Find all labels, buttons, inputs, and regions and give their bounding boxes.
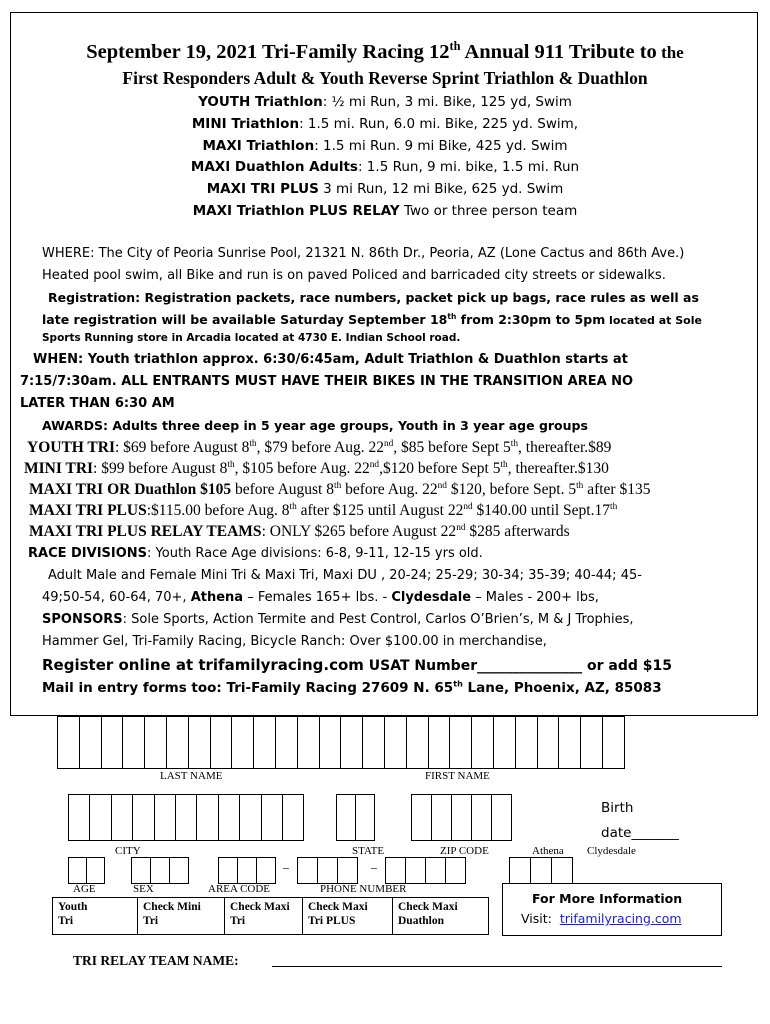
entry-cell[interactable] — [449, 716, 472, 769]
event-line: MAXI Duathlon Adults: 1.5 Run, 9 mi. bike, 1.5 mi. Run — [190, 159, 580, 175]
price-maxi: MAXI TRI OR Duathlon $105 before August 8th before Aug. 22nd $120, before Sept. 5th after $135 — [29, 480, 651, 498]
entry-cell[interactable] — [210, 716, 233, 769]
price-relay: MAXI TRI PLUS RELAY TEAMS: ONLY $265 before August 22nd $285 afterwards — [29, 522, 570, 540]
athena-clydesdale-grid[interactable] — [509, 857, 573, 884]
awards-line: AWARDS: Adults three deep in 5 year age groups, Youth in 3 year age groups — [42, 418, 588, 433]
entry-cell[interactable] — [471, 716, 494, 769]
visit-line: Visit: trifamilyracing.com — [521, 911, 682, 926]
event-checkbox[interactable]: Check Maxi Tri PLUS — [302, 897, 393, 935]
event-line: MAXI Triathlon: 1.5 mi Run. 9 mi Bike, 425 yd. Swim — [202, 138, 568, 154]
entry-cell[interactable] — [509, 857, 531, 884]
phone-dash-1: – — [283, 860, 289, 874]
entry-cell[interactable] — [275, 716, 298, 769]
entry-cell[interactable] — [297, 857, 318, 884]
entry-cell[interactable] — [406, 716, 429, 769]
relay-team-label: TRI RELAY TEAM NAME: — [73, 953, 239, 968]
page-subtitle: First Responders Adult & Youth Reverse Sprint Triathlon & Duathlon — [122, 68, 648, 88]
entry-cell[interactable] — [253, 716, 276, 769]
city-grid[interactable] — [68, 794, 304, 841]
entry-cell[interactable] — [537, 716, 560, 769]
entry-cell[interactable] — [385, 857, 406, 884]
entry-cell[interactable] — [150, 857, 170, 884]
entry-cell[interactable] — [218, 857, 238, 884]
entry-cell[interactable] — [261, 794, 283, 841]
entry-cell[interactable] — [558, 716, 581, 769]
entry-cell[interactable] — [340, 716, 363, 769]
entry-cell[interactable] — [319, 716, 342, 769]
birth-label: Birth — [601, 800, 634, 816]
state-label: STATE — [352, 845, 385, 857]
sex-label: SEX — [133, 883, 154, 895]
entry-cell[interactable] — [175, 794, 197, 841]
website-link[interactable]: trifamilyracing.com — [559, 911, 682, 926]
entry-cell[interactable] — [336, 794, 356, 841]
entry-cell[interactable] — [218, 794, 240, 841]
city-label: CITY — [115, 845, 141, 857]
relay-team-name-field[interactable] — [272, 966, 722, 967]
clydesdale-label: Clydesdale — [587, 845, 636, 857]
birth-date-field[interactable]: date_______ — [601, 825, 679, 841]
entry-cell[interactable] — [445, 857, 466, 884]
entry-cell[interactable] — [101, 716, 124, 769]
last-name-label: LAST NAME — [160, 770, 223, 782]
sponsors-line-1: SPONSORS: Sole Sports, Action Termite and Pest Control, Carlos O’Brien’s, M & J Trophies, — [42, 612, 634, 627]
entry-cell[interactable] — [530, 857, 552, 884]
divisions-line-2: Adult Male and Female Mini Tri & Maxi Tri, Maxi DU , 20-24; 25-29; 30-34; 35-39; 40-44; 45- — [48, 568, 642, 583]
registration-line-2: late registration will be available Saturday September 18th from 2:30pm to 5pm located at Sole — [42, 311, 702, 327]
entry-cell[interactable] — [282, 794, 304, 841]
entry-cell[interactable] — [89, 794, 111, 841]
registration-line-1: Registration: Registration packets, race numbers, packet pick up bags, race rules as well as — [48, 290, 699, 305]
phone-dash-2: – — [371, 860, 377, 874]
entry-cell[interactable] — [196, 794, 218, 841]
name-grid[interactable] — [57, 716, 625, 769]
phone-number-label: PHONE NUMBER — [320, 883, 407, 895]
entry-cell[interactable] — [154, 794, 176, 841]
entry-cell[interactable] — [68, 857, 87, 884]
entry-cell[interactable] — [68, 794, 90, 841]
sponsors-line-2: Hammer Gel, Tri-Family Racing, Bicycle Ranch: Over $100.00 in merchandise, — [42, 634, 547, 649]
entry-cell[interactable] — [131, 857, 151, 884]
when-line-2: 7:15/7:30am. ALL ENTRANTS MUST HAVE THEIR BIKES IN THE TRANSITION AREA NO — [20, 374, 634, 389]
price-mini: MINI TRI: $99 before August 8th, $105 before Aug. 22nd,$120 before Sept 5th, thereafter.$130 — [24, 459, 609, 477]
entry-cell[interactable] — [471, 794, 492, 841]
event-checkbox[interactable]: Check Maxi Duathlon — [392, 897, 489, 935]
state-grid[interactable] — [336, 794, 375, 841]
entry-cell[interactable] — [166, 716, 189, 769]
entry-cell[interactable] — [431, 794, 452, 841]
sex-grid[interactable] — [131, 857, 189, 884]
event-checkbox[interactable]: Check Maxi Tri — [224, 897, 303, 935]
event-line: YOUTH Triathlon: ½ mi Run, 3 mi. Bike, 125 yd, Swim — [198, 94, 572, 110]
when-line-3: LATER THAN 6:30 AM — [20, 396, 175, 411]
entry-cell[interactable] — [86, 857, 105, 884]
divisions-line-3: 49;50-54, 60-64, 70+, Athena – Females 165+ lbs. - Clydesdale – Males - 200+ lbs, — [42, 590, 599, 605]
entry-cell[interactable] — [256, 857, 276, 884]
entry-cell[interactable] — [411, 794, 432, 841]
entry-cell[interactable] — [237, 857, 257, 884]
zip-label: ZIP CODE — [440, 845, 489, 857]
entry-cell[interactable] — [188, 716, 211, 769]
entry-cell[interactable] — [144, 716, 167, 769]
entry-cell[interactable] — [428, 716, 451, 769]
more-info-label: For More Information — [532, 891, 683, 906]
phone-prefix-grid[interactable] — [297, 857, 358, 884]
page-title: September 19, 2021 Tri-Family Racing 12th Annual 911 Tribute to the — [86, 39, 684, 63]
entry-cell[interactable] — [551, 857, 573, 884]
event-line: MAXI Triathlon PLUS RELAY Two or three person team — [192, 203, 578, 219]
entry-cell[interactable] — [355, 794, 375, 841]
register-online-line: Register online at trifamilyracing.com USAT Number_______________ or add $15 — [42, 656, 672, 674]
event-checkbox[interactable]: Check Mini Tri — [137, 897, 225, 935]
entry-cell[interactable] — [239, 794, 261, 841]
where-line-2: Heated pool swim, all Bike and run is on paved Policed and barricaded city streets or sidewalks. — [42, 268, 666, 283]
event-checkbox[interactable]: Youth Tri — [52, 897, 138, 935]
entry-cell[interactable] — [122, 716, 145, 769]
entry-cell[interactable] — [425, 857, 446, 884]
registration-line-3: Sports Running store in Arcadia located at 4730 E. Indian School road. — [42, 332, 461, 344]
entry-cell[interactable] — [297, 716, 320, 769]
entry-cell[interactable] — [580, 716, 603, 769]
event-line: MINI Triathlon: 1.5 mi. Run, 6.0 mi. Bike, 225 yd. Swim, — [191, 116, 579, 132]
entry-cell[interactable] — [515, 716, 538, 769]
phone-line-grid[interactable] — [385, 857, 466, 884]
entry-cell[interactable] — [602, 716, 625, 769]
entry-cell[interactable] — [132, 794, 154, 841]
age-grid[interactable] — [68, 857, 105, 884]
entry-cell[interactable] — [231, 716, 254, 769]
entry-cell[interactable] — [362, 716, 385, 769]
entry-cell[interactable] — [111, 794, 133, 841]
entry-cell[interactable] — [79, 716, 102, 769]
entry-cell[interactable] — [405, 857, 426, 884]
price-youth: YOUTH TRI: $69 before August 8th, $79 before Aug. 22nd, $85 before Sept 5th, thereafter.$89 — [27, 438, 612, 456]
price-plus: MAXI TRI PLUS:$115.00 before Aug. 8th after $125 until August 22nd $140.00 until Sept.17th — [29, 501, 618, 519]
entry-cell[interactable] — [451, 794, 472, 841]
entry-cell[interactable] — [337, 857, 358, 884]
where-line-1: WHERE: The City of Peoria Sunrise Pool, 21321 N. 86th Dr., Peoria, AZ (Lone Cactus and 86th Ave.) — [42, 246, 685, 261]
register-link[interactable]: Register online at trifamilyracing.com — [42, 656, 364, 674]
entry-cell[interactable] — [169, 857, 189, 884]
entry-cell[interactable] — [384, 716, 407, 769]
divisions-line-1: RACE DIVISIONS: Youth Race Age divisions: 6-8, 9-11, 12-15 yrs old. — [28, 546, 483, 561]
entry-cell[interactable] — [493, 716, 516, 769]
area-code-grid[interactable] — [218, 857, 276, 884]
mail-line: Mail in entry forms too: Tri-Family Racing 27609 N. 65th Lane, Phoenix, AZ, 85083 — [42, 678, 662, 696]
first-name-label: FIRST NAME — [425, 770, 490, 782]
event-line: MAXI TRI PLUS 3 mi Run, 12 mi Bike, 625 yd. Swim — [206, 181, 564, 197]
age-label: AGE — [73, 883, 96, 895]
when-line-1: WHEN: Youth triathlon approx. 6:30/6:45am, Adult Triathlon & Duathlon starts at — [33, 352, 628, 367]
zip-grid[interactable] — [411, 794, 512, 841]
area-code-label: AREA CODE — [208, 883, 271, 895]
entry-cell[interactable] — [491, 794, 512, 841]
entry-cell[interactable] — [57, 716, 80, 769]
athena-label: Athena — [532, 845, 564, 857]
entry-cell[interactable] — [317, 857, 338, 884]
